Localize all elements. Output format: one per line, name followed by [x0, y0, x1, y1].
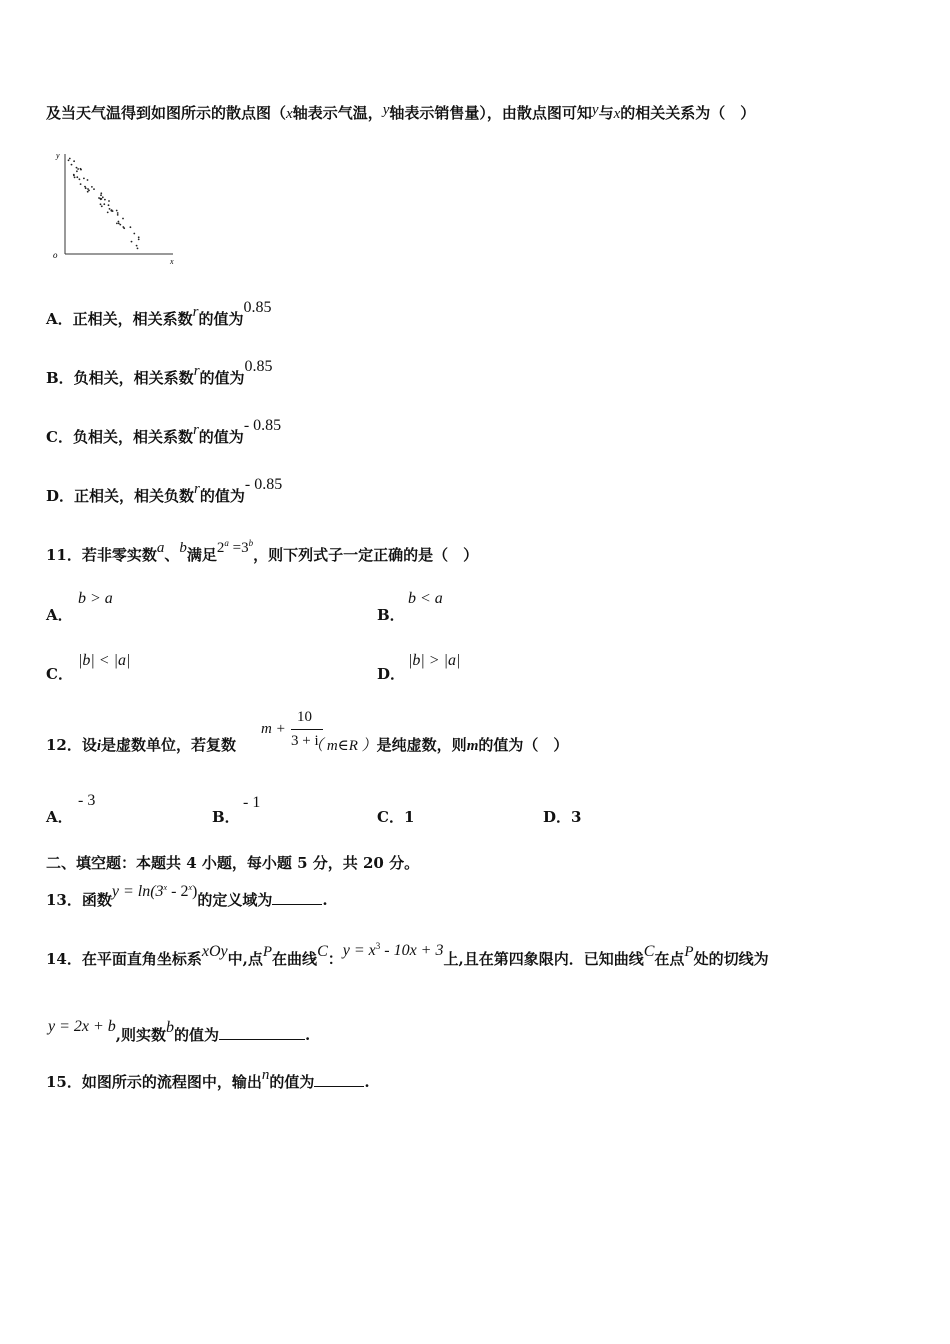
- var-a: a: [156, 540, 165, 556]
- q11-option-b[interactable]: [377, 604, 405, 625]
- option-label: B．: [212, 808, 240, 826]
- var-c: C: [317, 943, 328, 960]
- q11-stem: [46, 538, 479, 565]
- option-text: 的值为: [198, 428, 244, 446]
- scatter-point: [138, 239, 140, 241]
- q15-stem-part: 的值为: [269, 1073, 315, 1091]
- q11-option-c-expr: |b| < |a|: [78, 652, 131, 669]
- q11-stem-part: 11．若非零实数: [46, 546, 157, 564]
- q11-equation: [217, 540, 253, 556]
- scatter-point: [101, 198, 103, 200]
- q12-option-d[interactable]: [543, 806, 581, 827]
- q12-stem-part: 是虚数单位，若复数: [101, 736, 237, 754]
- scatter-point: [101, 205, 103, 207]
- q11-option-b-expr: b < a: [408, 590, 443, 607]
- scatter-point: [79, 178, 81, 180]
- scatter-point: [133, 233, 135, 235]
- eq-base: =3: [228, 540, 249, 556]
- x-axis-label: x: [170, 257, 174, 266]
- option-label: D．3: [543, 808, 582, 826]
- scatter-point: [100, 203, 102, 205]
- var-r: r: [194, 481, 200, 497]
- option-label: A．: [46, 606, 73, 624]
- curve-text: y = x: [342, 942, 376, 959]
- option-text: 的值为: [198, 310, 244, 328]
- scatter-point: [102, 196, 104, 198]
- q15-stem-part: 15．如图所示的流程图中，输出: [46, 1073, 262, 1091]
- q14-stem-part: 上,且在第四象限内．已知曲线: [443, 950, 644, 968]
- var-x: x: [286, 106, 293, 122]
- q12-condition: （ m∈R ）: [308, 738, 377, 754]
- scatter-point: [136, 245, 138, 247]
- scatter-points: [68, 158, 140, 250]
- var-c: C: [643, 943, 655, 960]
- var-r: r: [193, 363, 200, 379]
- curve-text: - 10x + 3: [380, 942, 444, 959]
- scatter-point: [76, 176, 78, 178]
- q12-numerator: 10: [297, 709, 312, 725]
- var-m: m: [466, 738, 479, 754]
- q12-stem-part: 的值为（ ）: [478, 736, 569, 754]
- option-label: A．正相关，相关系数: [46, 310, 193, 328]
- option-value: 0.85: [243, 299, 272, 316]
- q10-stem-part: 轴表示销售量），由散点图可知: [389, 104, 592, 122]
- scatter-point: [87, 191, 89, 193]
- scatter-point: [91, 186, 93, 188]
- scatter-point: [117, 214, 119, 216]
- q14-stem: [46, 941, 769, 969]
- scatter-point: [87, 188, 89, 190]
- var-r: r: [192, 422, 199, 438]
- q12-option-a[interactable]: [46, 806, 73, 827]
- scatter-point: [118, 223, 120, 225]
- curve-exponent: 3: [375, 941, 381, 951]
- scatter-point: [116, 210, 118, 212]
- q14-stem-line2: [48, 1018, 311, 1045]
- q14-curve: [343, 942, 444, 959]
- scatter-point: [74, 177, 76, 179]
- answer-blank[interactable]: [272, 892, 322, 905]
- scatter-point: [85, 187, 87, 189]
- q14-stem-part: 在曲线: [272, 950, 318, 968]
- scatter-point: [93, 188, 95, 190]
- q13-stem-part: 13．函数: [46, 891, 112, 909]
- scatter-point: [71, 164, 73, 166]
- q10-stem-part: 与: [598, 104, 614, 122]
- var-xoy: xOy: [201, 943, 228, 960]
- option-label: A．: [46, 808, 73, 826]
- fn-text: - 2: [167, 883, 189, 900]
- q12-stem-part: 是纯虚数，则: [376, 736, 467, 754]
- q12-denominator: 3 + i: [291, 733, 319, 749]
- q12-option-b[interactable]: [212, 806, 240, 827]
- q11-option-d-expr: |b| > |a|: [408, 652, 461, 669]
- q10-stem-part: 轴表示气温，: [292, 104, 383, 122]
- scatter-point: [73, 160, 75, 162]
- q12-option-b-value: - 1: [243, 794, 261, 811]
- section-heading: 二、填空题：本题共 4 小题，每小题 5 分，共 20 分。: [46, 854, 420, 872]
- scatter-point: [130, 226, 132, 228]
- q11-option-a[interactable]: [46, 604, 73, 625]
- scatter-point: [119, 224, 121, 226]
- scatter-point: [108, 200, 110, 202]
- option-text: 的值为: [199, 369, 245, 387]
- scatter-point: [84, 186, 86, 188]
- scatter-point: [137, 248, 139, 250]
- scatter-point: [100, 192, 102, 194]
- scatter-point: [76, 167, 78, 169]
- scatter-plot: [48, 148, 183, 266]
- scatter-point: [104, 199, 106, 201]
- q10-stem-part: 及当天气温得到如图所示的散点图（: [46, 104, 287, 122]
- q12-option-a-value: - 3: [78, 792, 96, 809]
- fraction-bar: [291, 729, 323, 730]
- scatter-point: [138, 236, 140, 238]
- q11-stem-part: 满足: [186, 546, 217, 564]
- q13-stem-part: .: [322, 891, 328, 909]
- q11-option-a-expr: b > a: [78, 590, 113, 607]
- option-label: C．1: [377, 808, 415, 826]
- scatter-point: [100, 194, 102, 196]
- q14-stem-part: .: [305, 1026, 311, 1044]
- scatter-point: [80, 183, 82, 185]
- var-y: y: [591, 102, 599, 118]
- tangent-line: y = 2x + b: [48, 1018, 116, 1035]
- scatter-point: [122, 218, 124, 220]
- q13-function: [112, 883, 197, 900]
- q13-stem: [46, 883, 328, 910]
- answer-blank[interactable]: [219, 1027, 305, 1040]
- q14-stem-part: 中,点: [227, 950, 263, 968]
- q14-stem-part: 的值为: [174, 1026, 220, 1044]
- q11-option-c[interactable]: [46, 663, 73, 684]
- q12-stem-part: 12．设: [46, 736, 97, 754]
- q11-stem-part: ，则下列式子一定正确的是（ ）: [253, 546, 479, 564]
- scatter-point: [111, 210, 113, 212]
- q15-stem-part: .: [364, 1073, 370, 1091]
- eq-exponent: b: [248, 538, 254, 548]
- option-label: C．负相关，相关系数: [46, 428, 193, 446]
- q14-stem-part: 14．在平面直角坐标系: [46, 950, 202, 968]
- var-b: b: [166, 1019, 175, 1036]
- option-label: B．: [377, 606, 405, 624]
- answer-blank[interactable]: [314, 1074, 364, 1087]
- scatter-point: [117, 212, 119, 214]
- option-label: C．: [46, 665, 73, 683]
- q12-m-plus: m +: [261, 721, 286, 737]
- option-value: 0.85: [244, 358, 273, 375]
- option-value: - 0.85: [244, 476, 283, 493]
- option-value: - 0.85: [243, 417, 282, 434]
- origin-label: o: [53, 250, 58, 260]
- scatter-point: [103, 203, 105, 205]
- q13-stem-part: 的定义域为: [197, 891, 273, 909]
- fn-exponent: x: [188, 883, 192, 892]
- q14-stem-part: 处的切线为: [693, 950, 769, 968]
- scatter-point: [109, 208, 111, 210]
- q10-stem: [46, 102, 755, 123]
- q10-option-c[interactable]: [46, 417, 282, 447]
- scatter-point: [73, 175, 75, 177]
- scatter-point: [107, 212, 109, 214]
- var-y: y: [382, 102, 390, 118]
- option-label: B．负相关，相关系数: [46, 369, 194, 387]
- q10-option-d[interactable]: [46, 476, 283, 506]
- var-b: b: [179, 540, 187, 556]
- eq-base: 2: [216, 540, 225, 556]
- option-label: D．正相关，相关负数: [46, 487, 195, 505]
- scatter-point: [122, 226, 124, 228]
- var-p: P: [262, 944, 273, 960]
- var-r: r: [192, 304, 199, 320]
- q12-option-c[interactable]: [377, 806, 414, 827]
- scatter-point: [76, 170, 78, 172]
- scatter-point: [69, 158, 71, 160]
- q11-option-d[interactable]: [377, 663, 405, 684]
- q10-option-b[interactable]: [46, 358, 273, 388]
- q10-option-a[interactable]: [46, 299, 272, 329]
- eq-exponent: a: [224, 538, 229, 548]
- q14-stem-part: ：: [327, 950, 343, 968]
- var-i: i: [96, 738, 102, 754]
- var-p: P: [684, 944, 694, 960]
- q10-stem-part: 的相关关系为（ ）: [620, 104, 756, 122]
- scatter-point: [131, 241, 133, 243]
- scatter-point: [83, 178, 85, 180]
- scatter-point: [80, 168, 82, 170]
- q15-stem: [46, 1067, 370, 1092]
- q11-stem-part: 、: [164, 546, 180, 564]
- option-text: 的值为: [199, 487, 245, 505]
- scatter-point: [108, 204, 110, 206]
- scatter-point: [116, 223, 118, 225]
- fn-exponent: x: [163, 883, 168, 892]
- fn-text: ): [192, 883, 198, 900]
- option-label: D．: [377, 665, 406, 683]
- y-axis-label: y: [56, 151, 60, 160]
- scatter-point: [77, 168, 79, 170]
- q14-stem-part: ,则实数: [115, 1026, 167, 1044]
- q14-stem-part: 在点: [654, 950, 685, 968]
- scatter-point: [68, 159, 70, 161]
- scatter-point: [87, 179, 89, 181]
- fn-text: y = ln(3: [111, 883, 164, 900]
- scatter-point: [118, 221, 120, 223]
- var-n: n: [261, 1067, 270, 1083]
- var-x: x: [613, 106, 621, 122]
